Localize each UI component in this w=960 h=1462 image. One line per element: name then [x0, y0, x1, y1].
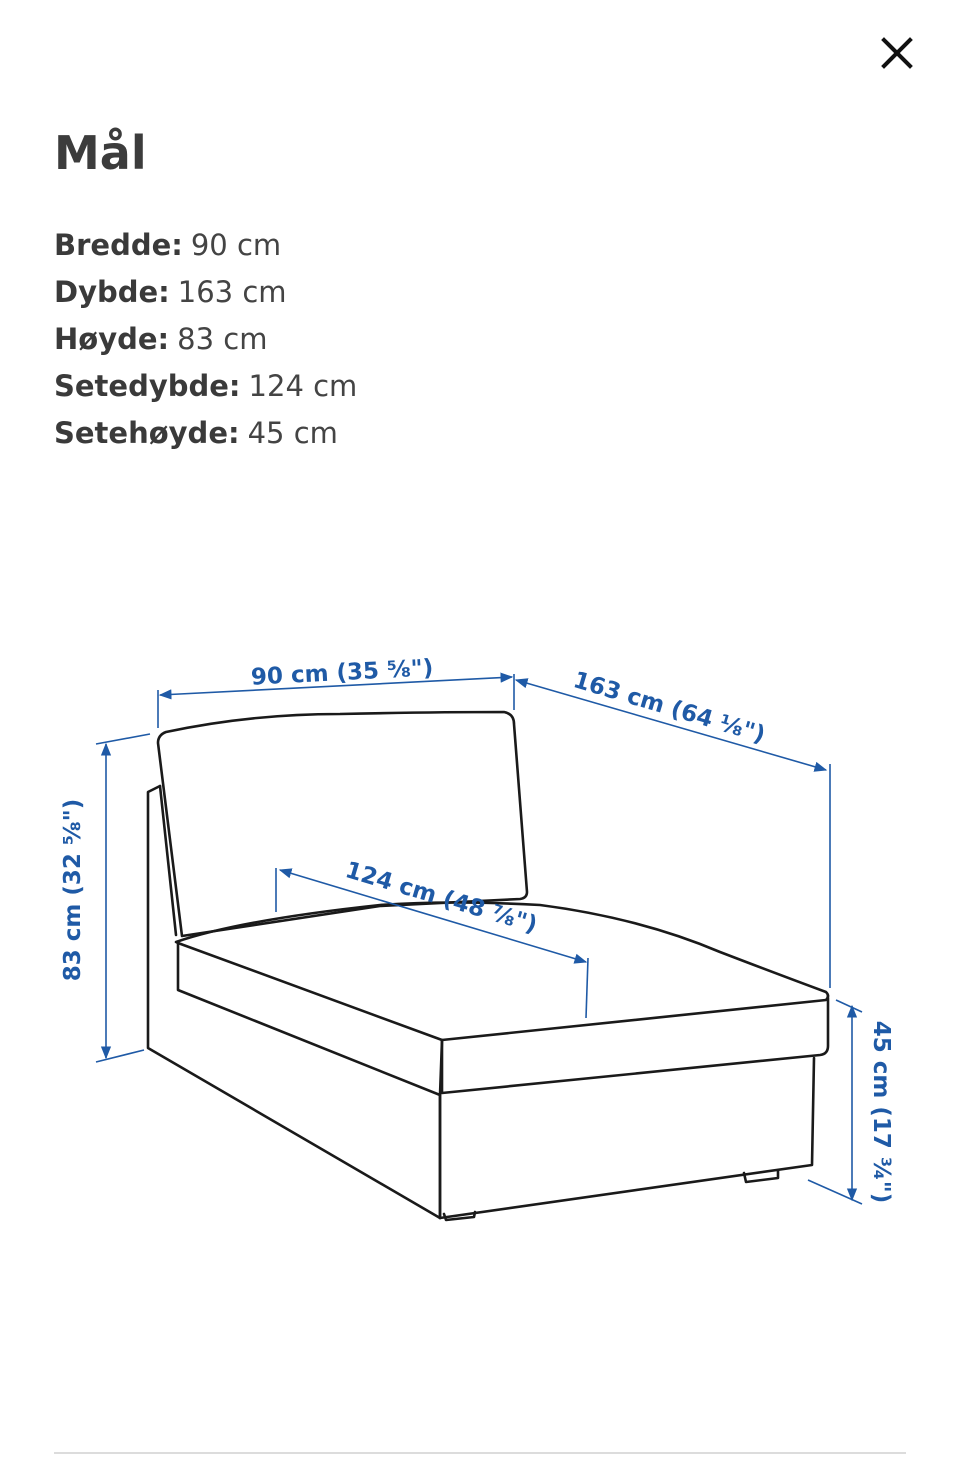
base-side	[440, 1058, 814, 1218]
dimension-value: 124 cm	[248, 369, 358, 403]
seat-depth-dimension-label: 124 cm (48 ⅞")	[342, 857, 540, 939]
dimension-lines	[96, 674, 862, 1204]
dimension-list	[54, 222, 357, 457]
dimension-label: Dybde:	[54, 275, 170, 309]
dimension-value: 163 cm	[177, 275, 287, 309]
chaise-dimension-drawing	[0, 630, 960, 1270]
height-dimension-label: 83 cm (32 ⅝")	[60, 798, 86, 982]
close-button[interactable]	[868, 24, 926, 82]
dimension-seat-depth	[54, 363, 357, 410]
chaise-outline	[148, 712, 828, 1220]
seat-front	[178, 943, 442, 1095]
dimension-label: Setehøyde:	[54, 416, 240, 450]
depth-dimension-label: 163 cm (64 ⅛")	[570, 667, 768, 749]
seat-side	[442, 998, 828, 1093]
dimension-label: Setedybde:	[54, 369, 241, 403]
dimension-width	[54, 222, 357, 269]
dimension-value: 90 cm	[190, 228, 282, 262]
close-icon	[868, 24, 926, 82]
dimension-seat-height	[54, 410, 357, 457]
page-title: Mål	[54, 126, 147, 180]
width-dimension-label: 90 cm (35 ⅝")	[250, 655, 434, 691]
seat-height-dimension-label: 45 cm (17 ¾")	[868, 1020, 894, 1204]
dimension-value: 45 cm	[247, 416, 338, 450]
dimension-label: Bredde:	[54, 228, 183, 262]
dimension-label: Høyde:	[54, 322, 170, 356]
dimension-value: 83 cm	[177, 322, 268, 356]
divider	[54, 1452, 906, 1454]
left-frame	[148, 786, 440, 1218]
dimension-height	[54, 316, 357, 363]
dimension-depth	[54, 269, 357, 316]
